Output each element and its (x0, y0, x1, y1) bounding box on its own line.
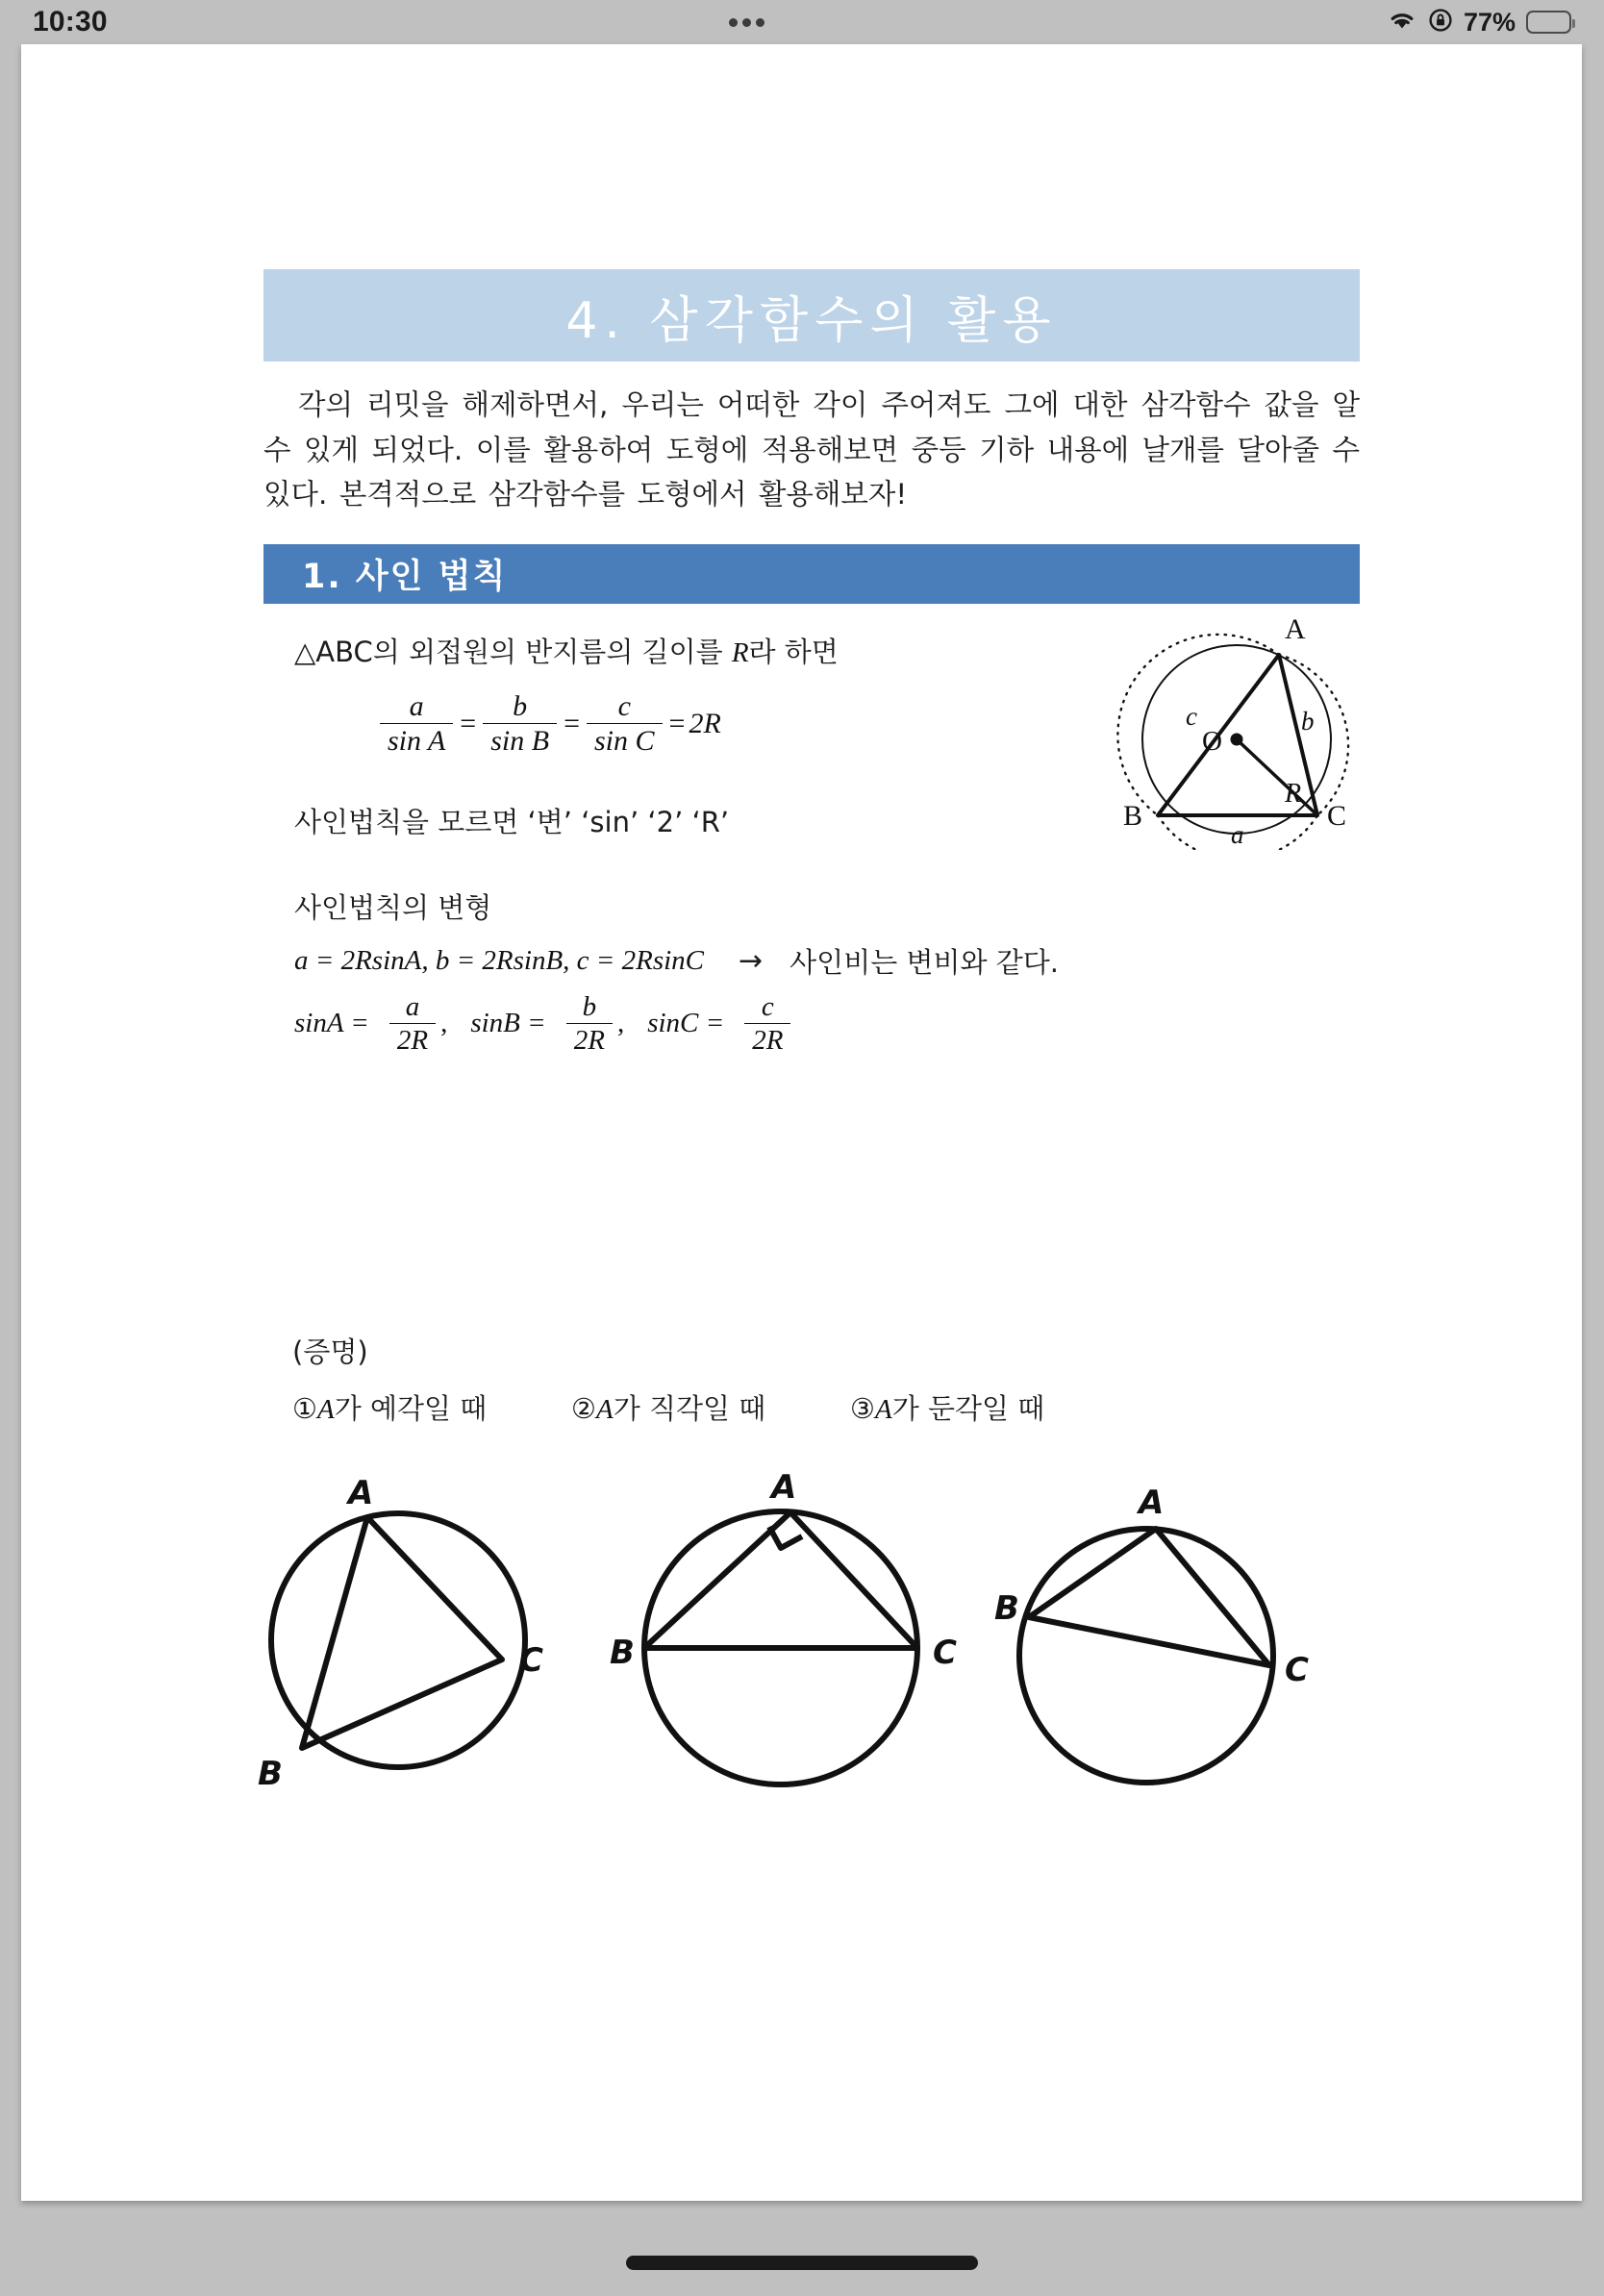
case-text: 가 예각일 때 (334, 1391, 488, 1425)
fraction-c-over-sinC (587, 691, 663, 757)
statement-radius-var: R (731, 636, 749, 668)
numerator: a (405, 990, 420, 1022)
label-a: a (1231, 819, 1244, 849)
battery-percent-label: 77% (1463, 7, 1516, 37)
multitask-dots[interactable] (729, 18, 764, 27)
label-A: A (1139, 1483, 1165, 1522)
variant-equations-row (263, 941, 1360, 981)
label-B: B (258, 1754, 283, 1793)
label-A: A (771, 1467, 797, 1507)
mnemonic-text: 사인법칙을 모르면 ‘변’ ‘sin’ ‘2’ ‘R’ (294, 805, 730, 838)
rotation-lock-icon (1428, 8, 1453, 37)
intro-paragraph: 각의 리밋을 해제하면서, 우리는 어떠한 각이 주어져도 그에 대한 삼각함수 값을 알 수 있게 되었다. 이를 활용하여 도형에 적용해보면 중등 기하 내용에 날개를 달아줄 수 있다. 본격적으로 삼각함수를 도형에서 활용해보자! (263, 388, 1360, 512)
proof-case-acute (292, 1387, 571, 1427)
separator-comma: , (616, 1008, 625, 1039)
label-C: C (519, 1640, 543, 1680)
case-var: A (317, 1393, 335, 1425)
numerator: b (513, 689, 528, 722)
label-A: A (348, 1473, 374, 1512)
sinC-lhs: sinC = (647, 1008, 725, 1039)
variant-note: 사인비는 변비와 같다. (789, 945, 1059, 979)
case-var: A (596, 1393, 614, 1425)
case-marker: ② (571, 1391, 596, 1425)
battery-icon (1526, 11, 1571, 34)
document-page[interactable] (21, 44, 1582, 2201)
fraction-b-over-sinB (483, 691, 557, 757)
section-body (263, 604, 1360, 1142)
separator-comma: , (440, 1008, 448, 1039)
variant-label: 사인법칙의 변형 (294, 890, 492, 924)
obtuse-case-figure (985, 1467, 1350, 1813)
denominator: 2R (389, 1023, 436, 1055)
sinC-fraction-group (647, 992, 793, 1056)
case-text: 가 직각일 때 (613, 1391, 766, 1425)
fraction-a-over-sinA (380, 691, 453, 757)
numerator: b (582, 990, 597, 1022)
label-c: c (1186, 701, 1197, 731)
denominator: 2R (744, 1023, 790, 1055)
label-B: B (1123, 799, 1143, 832)
variant-fraction-row (263, 992, 1360, 1056)
proof-label: (증명) (292, 1335, 368, 1368)
denominator: sin B (483, 723, 557, 757)
denominator: sin C (587, 723, 663, 757)
label-C: C (1285, 1650, 1309, 1689)
numerator: c (761, 990, 774, 1022)
case-marker: ③ (850, 1391, 875, 1425)
equals-sign: = (564, 707, 580, 739)
label-A: A (1285, 612, 1306, 645)
case-text: 가 둔각일 때 (891, 1391, 1045, 1425)
document-title-banner (263, 269, 1360, 362)
label-B: B (610, 1633, 635, 1672)
statement-pre: △ABC의 외접원의 반지름의 길이를 (294, 635, 732, 668)
circumcircle-figure (1114, 610, 1373, 850)
numerator: c (617, 689, 631, 722)
case-marker: ① (292, 1391, 317, 1425)
label-C: C (1327, 799, 1347, 832)
fraction-c-over-2R (744, 992, 790, 1056)
page-title: 4. 삼각함수의 활용 (565, 291, 1058, 350)
fraction-b-over-2R (566, 992, 613, 1056)
equals-sign: = (668, 707, 686, 739)
right-case-figure (610, 1467, 975, 1813)
wifi-icon (1387, 9, 1417, 37)
statement-post: 라 하면 (748, 635, 839, 668)
section-heading: 1. 사인 법칙 (302, 557, 508, 596)
dot-icon (756, 18, 764, 27)
proof-figures (258, 1467, 1360, 1813)
section-heading-bar (263, 544, 1360, 604)
dot-icon (729, 18, 738, 27)
formula-result: 2R (689, 707, 721, 739)
page-content (258, 44, 1360, 1813)
arrow-icon: → (739, 943, 764, 978)
sinB-fraction-group (470, 992, 630, 1056)
denominator: sin A (380, 723, 453, 757)
numerator: a (409, 689, 424, 722)
status-indicators (1387, 8, 1571, 37)
label-R: R (1285, 778, 1302, 809)
home-indicator[interactable] (626, 2256, 978, 2270)
variant-equations: a = 2RsinA, b = 2RsinB, c = 2RsinC (294, 944, 705, 976)
label-C: C (933, 1633, 957, 1672)
label-b: b (1301, 706, 1315, 736)
label-B: B (994, 1588, 1019, 1628)
acute-case-figure (244, 1467, 610, 1813)
label-O: O (1202, 725, 1222, 757)
proof-case-obtuse (850, 1387, 1044, 1427)
status-bar (0, 0, 1604, 44)
sinA-fraction-group (294, 992, 453, 1056)
fraction-a-over-2R (389, 992, 436, 1056)
sinA-lhs: sinA = (294, 1008, 369, 1039)
status-time: 10:30 (33, 6, 108, 37)
sinB-lhs: sinB = (470, 1008, 546, 1039)
proof-case-right (571, 1387, 850, 1427)
equals-sign: = (460, 707, 477, 739)
proof-case-labels (263, 1387, 1360, 1427)
case-var: A (875, 1393, 892, 1425)
denominator: 2R (566, 1023, 613, 1055)
dot-icon (742, 18, 751, 27)
